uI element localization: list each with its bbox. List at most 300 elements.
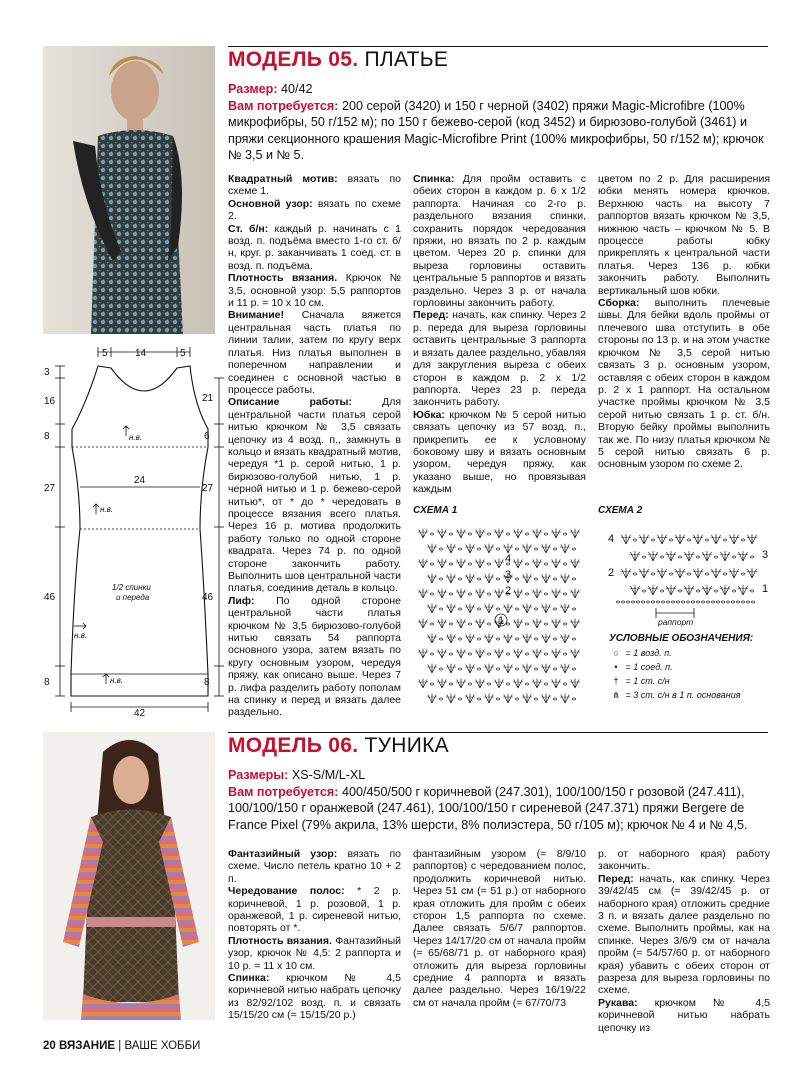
chain-stitch-symbol: [705, 539, 708, 541]
fan-stitch-symbol: [541, 694, 551, 703]
chain-stitch-symbol: [696, 590, 699, 592]
chain-stitch-symbol: [487, 653, 490, 655]
chain-stitch-symbol: [439, 608, 442, 610]
paragraph: Спинка: крючком № 4,5 коричневой нитью набрать цепочку из 82/92/102 возд. п. и связать 15/15/20 см (= 15/15/20 р.): [228, 972, 401, 1022]
model05-title: [228, 48, 448, 72]
chain-stitch-symbol: [487, 533, 490, 535]
fan-stitch-symbol: [465, 544, 475, 553]
chain-stitch-symbol: [544, 563, 547, 565]
chain-stitch-symbol: [534, 608, 537, 610]
paragraph: цветом по 2 р. Для расширения юбки менять номера крючков. Верхнюю часть на высоту 7 раппортов вязать крючком № 3,5, нижнюю часть – крючком № 5. В процессе работы юбку прикреплять к центральной части платья. Через 136 р. юбки закончить работу. Выполнить вертикальный шов юбки.: [598, 173, 770, 297]
chain-stitch-symbol: [553, 638, 556, 640]
chain-stitch-symbol: [714, 590, 717, 592]
chain-stitch-symbol: [572, 638, 575, 640]
fan-stitch-symbol: [484, 574, 494, 583]
chain-stitch-symbol: [669, 539, 672, 541]
chain-stitch-symbol: [726, 601, 729, 603]
chain-stitch-symbol: [563, 653, 566, 655]
fan-stitch-symbol: [427, 574, 437, 583]
schema1-row-1: 1: [498, 615, 505, 627]
chain-stitch-symbol: [534, 638, 537, 640]
chain-stitch-symbol: [678, 590, 681, 592]
chain-stitch-symbol: [458, 638, 461, 640]
fan-stitch-symbol: [666, 551, 677, 561]
chain-stitch-symbol: [736, 601, 739, 603]
chain-stitch-symbol: [496, 638, 499, 640]
chain-stitch-symbol: [661, 601, 664, 603]
chain-stitch-symbol: [660, 556, 663, 558]
chain-stitch-symbol: [676, 601, 679, 603]
fan-stitch-symbol: [456, 679, 466, 688]
fan-stitch-symbol: [541, 574, 551, 583]
fan-stitch-symbol: [541, 544, 551, 553]
chain-stitch-symbol: [544, 623, 547, 625]
chain-stitch-symbol: [741, 601, 744, 603]
fan-stitch-symbol: [484, 664, 494, 673]
chain-stitch-symbol: [515, 668, 518, 670]
fan-stitch-symbol: [532, 589, 542, 598]
fan-stitch-symbol: [532, 679, 542, 688]
fan-stitch-symbol: [720, 585, 731, 595]
chain-stitch-symbol: [642, 590, 645, 592]
chain-stitch-symbol: [626, 601, 629, 603]
chain-stitch-symbol: [515, 548, 518, 550]
chain-stitch-symbol: [468, 653, 471, 655]
fan-stitch-symbol: [465, 664, 475, 673]
paragraph: Лиф: По одной стороне центральной части платья крючком № 3,5 бирюзово-голубой нитью связать 54 раппорта основного узора, затем вязать по кругу основным узором, чередуя пряжу, как описано выше. Через 7 р. лифа разделить работу пополам на спинку и перед и вязать далее раздельно.: [228, 594, 401, 719]
fan-stitch-symbol: [456, 649, 466, 658]
chain-stitch-symbol: [741, 573, 744, 575]
dim-right-27: 27: [202, 483, 214, 494]
chain-stitch-symbol: [525, 533, 528, 535]
fan-stitch-symbol: [551, 559, 561, 568]
chain-stitch-symbol: [732, 556, 735, 558]
chain-stitch-symbol: [553, 698, 556, 700]
dim-width-24: 24: [134, 475, 146, 486]
fan-stitch-symbol: [475, 589, 485, 598]
chain-stitch-symbol: [553, 668, 556, 670]
fan-stitch-symbol: [427, 694, 437, 703]
fan-stitch-symbol: [437, 589, 447, 598]
chain-stitch-symbol: [691, 601, 694, 603]
fan-stitch-symbol: [522, 604, 532, 613]
model05-column-3: [598, 173, 770, 471]
size-value: 40/42: [281, 82, 313, 96]
fan-stitch-symbol: [684, 551, 695, 561]
schema2-row-4: 4: [608, 533, 615, 545]
chain-stitch-symbol: [487, 563, 490, 565]
model05-photo: [43, 46, 215, 334]
fan-stitch-symbol: [446, 604, 456, 613]
chain-stitch-symbol: [496, 578, 499, 580]
chain-stitch-symbol: [458, 668, 461, 670]
chain-stitch-symbol: [706, 601, 709, 603]
fan-stitch-symbol: [560, 604, 570, 613]
dim-right-21: 21: [202, 393, 214, 404]
paragraph: Сборка: выполнить плечевые швы. Для бейки вдоль проймы от плечевого шва отступить в обе стороны по 13 р. и на этом участке крючком № 3,5 серой нитью связать 3 р. основным узором, оставляя с обеих сторон в каждом р. 2 х 1 раппорт. На остальном участке проймы крючком № 3,5 серой нитью связать 1 р. ст. б/н. Вторую бейку проймы выполнить так же. По низу платья крючком № 5 серой нитью связать 6 р. основным узором по схеме 2.: [598, 297, 770, 471]
chain-stitch-symbol: [525, 683, 528, 685]
fan-stitch-symbol: [494, 589, 504, 598]
chain-stitch-symbol: [449, 623, 452, 625]
dim-left-3: 3: [44, 367, 50, 378]
fan-stitch-symbol: [532, 529, 542, 538]
fan-stitch-symbol: [693, 568, 704, 578]
chain-stitch-symbol: [636, 601, 639, 603]
fan-stitch-symbol: [560, 544, 570, 553]
model05-title-name: ПЛАТЬЕ: [364, 48, 449, 71]
legend-title: УСЛОВНЫЕ ОБОЗНАЧЕНИЯ:: [609, 633, 754, 644]
materials-text: 200 серой (3420) и 150 г черной (3402) пряжи Magic-Microfibre (100% микрофибры, 50 г/152 м); по 150 г бежево-серой (код 3452) и бирюзово-голубой (3461) и пряжи секционного крашения Magic-Microfibre Print (100% микрофибры, 50 г/152 м); крючок № 3,5 и № 5.: [228, 98, 764, 162]
fan-stitch-symbol: [522, 694, 532, 703]
chain-stitch-symbol: [534, 668, 537, 670]
chain-stitch-symbol: [681, 601, 684, 603]
chain-stitch-symbol: [686, 601, 689, 603]
model06-column-2: [413, 848, 586, 1009]
fan-stitch-symbol: [630, 551, 641, 561]
model06-requirements: [228, 767, 773, 833]
legend-chain: ○ = 1 возд. п.: [609, 646, 779, 660]
chain-stitch-symbol: [430, 623, 433, 625]
fan-stitch-symbol: [570, 679, 580, 688]
raport-label: раппорт: [658, 617, 694, 627]
chain-stitch-symbol: [660, 590, 663, 592]
schema1-row-4: 4: [505, 553, 512, 565]
chain-stitch-symbol: [563, 683, 566, 685]
fan-stitch-symbol: [532, 619, 542, 628]
chain-stitch-symbol: [572, 578, 575, 580]
chain-stitch-symbol: [666, 601, 669, 603]
part-label-1: 1/2 спинки: [112, 583, 151, 592]
model06-column-1: [228, 848, 401, 1022]
chain-stitch-symbol: [468, 683, 471, 685]
chain-stitch-symbol: [506, 653, 509, 655]
hv-label-2: н.в.: [100, 505, 114, 514]
part-label-2: и переда: [116, 593, 150, 602]
chain-stitch-symbol: [544, 653, 547, 655]
chain-stitch-symbol: [671, 601, 674, 603]
fan-stitch-symbol: [465, 634, 475, 643]
double-crochet-icon: †: [613, 676, 619, 686]
model05-requirements: [228, 81, 773, 164]
model06-title-name: ТУНИКА: [364, 734, 449, 757]
chain-stitch-symbol: [506, 623, 509, 625]
chain-stitch-symbol: [496, 608, 499, 610]
paragraph: р. от наборного края) работу закончить.: [598, 848, 770, 873]
fan-stitch-symbol: [702, 551, 713, 561]
fan-stitch-symbol: [427, 634, 437, 643]
fan-stitch-symbol: [541, 604, 551, 613]
fan-stitch-symbol: [494, 559, 504, 568]
materials-label: Вам потребуется:: [228, 784, 339, 799]
fan-stitch-symbol: [446, 664, 456, 673]
fan-stitch-symbol: [570, 529, 580, 538]
fan-stitch-symbol: [418, 589, 428, 598]
chain-stitch-symbol: [711, 601, 714, 603]
chain-stitch-symbol: [477, 698, 480, 700]
model05-column-2: [413, 173, 586, 496]
chain-stitch-symbol: [477, 668, 480, 670]
chain-stitch-symbol: [458, 578, 461, 580]
fan-stitch-symbol: [446, 544, 456, 553]
paragraph: Ст. б/н: каждый р. начинать с 1 возд. п. подъёма вместо 1-го ст. б/н, круг. р. заканчивать 1 соед. ст. в возд. п. подъёма.: [228, 222, 401, 272]
legend-dc: † = 1 ст. с/н: [609, 674, 779, 688]
fan-stitch-symbol: [513, 559, 523, 568]
fan-stitch-symbol: [427, 544, 437, 553]
chain-stitch-symbol: [506, 533, 509, 535]
fan-stitch-icon: ⋔: [612, 690, 620, 700]
fan-stitch-symbol: [522, 664, 532, 673]
fan-stitch-symbol: [446, 574, 456, 583]
chain-stitch-symbol: [430, 683, 433, 685]
fan-stitch-symbol: [630, 585, 641, 595]
chain-stitch-symbol: [534, 548, 537, 550]
fan-stitch-symbol: [475, 619, 485, 628]
fan-stitch-symbol: [456, 619, 466, 628]
fan-stitch-symbol: [666, 585, 677, 595]
chain-stitch-symbol: [525, 593, 528, 595]
chain-stitch-symbol: [430, 653, 433, 655]
paragraph: Перед: начать, как спинку. Через 39/42/45 см (= 39/42/45 р. от наборного края) отложить средние 3 п. и вязать далее раздельно по схеме. Выполнить проймы, как на спинке. Через 3/6/9 см от начала пройм (= 54/57/60 р. от наборного края) убавить с обеих сторон от разреза для выреза горловины по схеме.: [598, 872, 770, 997]
chain-stitch-symbol: [477, 548, 480, 550]
fan-stitch-symbol: [456, 529, 466, 538]
fan-stitch-symbol: [522, 544, 532, 553]
fan-stitch-symbol: [418, 649, 428, 658]
materials-text: 400/450/500 г коричневой (247.301), 100/100/150 г розовой (247.411), 100/100/150 г оранжевой (247.461), 100/100/150 г сиреневой (247.371) пряжи Bergere de France Pixel (79% акрила, 13% шерсти, 8% полиэстера, 50 г/105 м); крючок № 4 и № 4,5.: [228, 784, 748, 832]
paragraph: Основной узор: вязать по схеме 2.: [228, 197, 401, 223]
slip-stitch-icon: •: [614, 662, 618, 672]
hv-label-1: н.в.: [129, 433, 143, 442]
chain-stitch-symbol: [751, 601, 754, 603]
paragraph: Рукава: крючком № 4,5 коричневой нитью набрать цепочку из: [598, 996, 770, 1034]
chain-stitch-symbol: [515, 698, 518, 700]
fan-stitch-symbol: [427, 664, 437, 673]
footer-separator: |: [118, 1040, 122, 1052]
chain-stitch-symbol: [449, 563, 452, 565]
chain-stitch-symbol: [515, 578, 518, 580]
chain-stitch-symbol: [572, 548, 575, 550]
fan-stitch-symbol: [522, 574, 532, 583]
paragraph: Юбка: крючком № 5 серой нитью связать цепочку из 57 возд. п., прикрепить ее к условному боковому шву и вязать основным узором, чередуя пряжу, как указано выше, но провязывая каждым: [413, 408, 586, 496]
chain-stitch-symbol: [487, 683, 490, 685]
chain-stitch-symbol: [439, 578, 442, 580]
fan-stitch-symbol: [551, 529, 561, 538]
chain-stitch-symbol: [563, 623, 566, 625]
paragraph: фантазийным узором (= 8/9/10 раппортов) с чередованием полос, продолжить коричневой нитью. Через 51 см (= 51 р.) от наборного края отложить для пройм с обеих сторон 1,5 раппорта по схеме. Далее связать 5/6/7 раппортов. Через 14/17/20 см от начала пройм (= 65/68/71 р. от наборного края) отложить для выреза горловины средние 4 раппорта и вязать далее раздельно. Через 16/19/22 см от начала пройм (= 67/70/73: [413, 848, 586, 1009]
chain-stitch-symbol: [553, 578, 556, 580]
size-label: Размер:: [228, 82, 278, 96]
schema2-row-3: 3: [762, 549, 769, 561]
fan-stitch-symbol: [702, 585, 713, 595]
model05-photo-illustration: [43, 46, 215, 334]
fan-stitch-symbol: [541, 664, 551, 673]
dim-width-42: 42: [134, 708, 146, 716]
chain-stitch-symbol: [721, 601, 724, 603]
model06-title-number: МОДЕЛЬ 06.: [228, 734, 359, 757]
chain-stitch-symbol: [553, 548, 556, 550]
fan-stitch-symbol: [475, 649, 485, 658]
chain-stitch-symbol: [678, 556, 681, 558]
fan-stitch-symbol: [532, 649, 542, 658]
chain-stitch-symbol: [563, 563, 566, 565]
chain-stitch-symbol: [669, 573, 672, 575]
chain-stitch-symbol: [449, 653, 452, 655]
fan-stitch-symbol: [475, 529, 485, 538]
chain-stitch-symbol: [515, 608, 518, 610]
fan-stitch-symbol: [657, 534, 668, 544]
chain-stitch-symbol: [572, 698, 575, 700]
model05-column-1: [228, 173, 401, 719]
chain-stitch-symbol: [750, 556, 753, 558]
chain-stitch-symbol: [439, 638, 442, 640]
chain-stitch-symbol: [572, 608, 575, 610]
chain-stitch-symbol: [746, 601, 749, 603]
chain-stitch-symbol: [563, 593, 566, 595]
chain-stitch-symbol: [458, 608, 461, 610]
chain-stitch-symbol: [716, 601, 719, 603]
model05-title-number: МОДЕЛЬ 05.: [228, 48, 359, 71]
fan-stitch-symbol: [560, 634, 570, 643]
schema2-diagram: [598, 520, 773, 630]
dim-left-27: 27: [44, 483, 56, 494]
fan-stitch-symbol: [729, 534, 740, 544]
fan-stitch-symbol: [560, 694, 570, 703]
chain-stitch-symbol: [705, 573, 708, 575]
chain-stitch-symbol: [641, 601, 644, 603]
fan-stitch-symbol: [437, 559, 447, 568]
page-footer: [43, 1040, 200, 1052]
fan-stitch-symbol: [475, 679, 485, 688]
fan-stitch-symbol: [570, 589, 580, 598]
schema2-row-2: 2: [608, 567, 615, 579]
chain-stitch-symbol: [477, 608, 480, 610]
chain-stitch-symbol: [430, 533, 433, 535]
chain-stitch-symbol: [750, 590, 753, 592]
fan-stitch-symbol: [465, 694, 475, 703]
fan-stitch-symbol: [657, 568, 668, 578]
chain-stitch-symbol: [544, 593, 547, 595]
chain-stitch-symbol: [515, 638, 518, 640]
fan-stitch-symbol: [675, 534, 686, 544]
fan-stitch-symbol: [513, 649, 523, 658]
schema1-label: СХЕМА 1: [413, 505, 458, 516]
hv-label-4: н.в.: [110, 676, 124, 685]
legend-fan: ⋔ = 3 ст. с/н в 1 п. основания: [609, 688, 779, 702]
fan-stitch-symbol: [456, 589, 466, 598]
chain-stitch-symbol: [439, 548, 442, 550]
fan-stitch-symbol: [551, 619, 561, 628]
magazine-brand: ВЯЗАНИЕ: [59, 1040, 116, 1052]
fan-stitch-symbol: [532, 559, 542, 568]
chain-stitch-symbol: [633, 573, 636, 575]
chain-stitch-symbol: [468, 533, 471, 535]
chain-stitch-symbol: [534, 698, 537, 700]
fan-stitch-symbol: [720, 551, 731, 561]
fan-stitch-symbol: [503, 544, 513, 553]
paragraph: Квадратный мотив: вязать по схеме 1.: [228, 173, 401, 198]
chain-stitch-symbol: [449, 593, 452, 595]
fan-stitch-symbol: [648, 585, 659, 595]
paragraph: Плотность вязания. Крючок № 3,5, основной узор: 5,5 раппортов и 11 р. = 10 х 10 см.: [228, 272, 401, 310]
chain-stitch-symbol: [731, 601, 734, 603]
chain-stitch-symbol: [687, 573, 690, 575]
legend: [609, 632, 779, 702]
fan-stitch-symbol: [465, 574, 475, 583]
paragraph: Спинка: Для пройм оставить с обеих сторон в каждом р. 6 х 1/2 раппорта. Начиная со 2-го р. раздельного вязания спинки, сохранить порядок чередования пряжи, но вязать по 2 р. каждым цветом. Через 20 р. спинки для выреза горловины оставить центральные 5 раппортов и вязать раздельно. Через 3 р. от начала горловины закончить работу.: [413, 173, 586, 310]
fan-stitch-symbol: [513, 589, 523, 598]
chain-stitch-symbol: [458, 698, 461, 700]
fan-stitch-symbol: [503, 664, 513, 673]
fan-stitch-symbol: [437, 619, 447, 628]
model06-title: [228, 734, 449, 758]
chain-stitch-symbol: [696, 556, 699, 558]
fan-stitch-symbol: [503, 634, 513, 643]
fan-stitch-symbol: [465, 604, 475, 613]
chain-stitch-symbol: [696, 601, 699, 603]
fan-stitch-symbol: [437, 679, 447, 688]
dim-right-6: 6: [204, 431, 210, 442]
chain-stitch-symbol: [621, 601, 624, 603]
chain-stitch-symbol: [487, 593, 490, 595]
chain-stitch-symbol: [506, 683, 509, 685]
model06-rule: [228, 732, 768, 733]
chain-stitch-symbol: [525, 623, 528, 625]
fan-stitch-symbol: [484, 634, 494, 643]
fan-stitch-symbol: [684, 585, 695, 595]
chain-stitch-symbol: [468, 623, 471, 625]
chain-stitch-symbol: [496, 548, 499, 550]
chain-stitch-symbol: [723, 539, 726, 541]
dim-top-14: 14: [135, 348, 147, 359]
model06-photo: [43, 732, 215, 1020]
fan-stitch-symbol: [446, 694, 456, 703]
chain-stitch-symbol: [616, 601, 619, 603]
chain-stitch-icon: ○: [613, 648, 619, 658]
chain-stitch-symbol: [525, 653, 528, 655]
fan-stitch-symbol: [747, 568, 758, 578]
model05-silhouette: [36, 344, 226, 716]
fan-stitch-symbol: [446, 634, 456, 643]
chain-stitch-symbol: [496, 668, 499, 670]
paragraph: Внимание! Сначала вяжется центральная часть платья по линии талии, затем по кругу верх платья. Низ платья выполнен в поперечном направлении и соединен с основной частью в процессе работы.: [228, 309, 401, 396]
chain-stitch-symbol: [534, 578, 537, 580]
chain-stitch-symbol: [458, 548, 461, 550]
fan-stitch-symbol: [570, 619, 580, 628]
dim-top-5a: 5: [102, 348, 108, 359]
chain-stitch-symbol: [701, 601, 704, 603]
chain-stitch-symbol: [656, 601, 659, 603]
schema1-diagram: [413, 520, 588, 720]
chain-stitch-symbol: [642, 556, 645, 558]
fan-stitch-symbol: [551, 649, 561, 658]
fan-stitch-symbol: [484, 604, 494, 613]
chain-stitch-symbol: [651, 573, 654, 575]
chain-stitch-symbol: [553, 608, 556, 610]
chain-stitch-symbol: [430, 563, 433, 565]
fan-stitch-symbol: [418, 679, 428, 688]
schema1-row-2: 2: [505, 585, 512, 597]
fan-stitch-symbol: [503, 604, 513, 613]
fan-stitch-symbol: [570, 559, 580, 568]
chain-stitch-symbol: [572, 668, 575, 670]
fan-stitch-symbol: [418, 529, 428, 538]
size-label: Размеры:: [228, 768, 289, 782]
fan-stitch-symbol: [711, 534, 722, 544]
fan-stitch-symbol: [522, 634, 532, 643]
chain-stitch-symbol: [651, 539, 654, 541]
dim-left-16: 16: [44, 396, 56, 407]
model06-column-3: [598, 848, 770, 1034]
chain-stitch-symbol: [714, 556, 717, 558]
